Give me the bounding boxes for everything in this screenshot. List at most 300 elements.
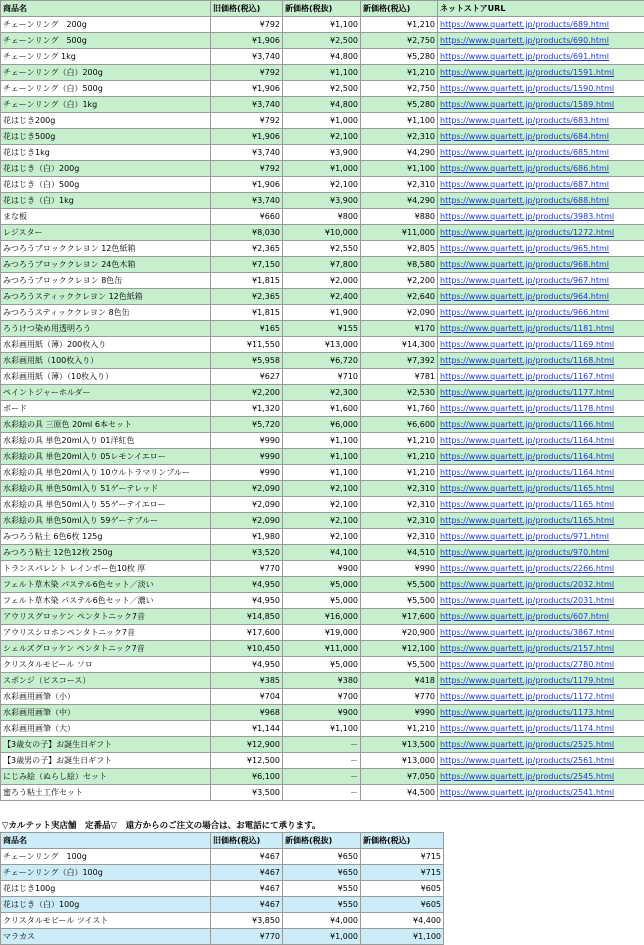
product-url-link[interactable]: https://www.quartett.jp/products/2032.html <box>440 580 614 589</box>
new-price-excl-tax: ¥6,000 <box>283 417 361 433</box>
product-name: フェルト草木染 パステル6色セット／淡い <box>1 577 211 593</box>
new-price-excl-tax: ¥900 <box>283 561 361 577</box>
product-url-link[interactable]: https://www.quartett.jp/products/1165.html <box>440 484 614 493</box>
product-name: 水彩画用紙（薄）（10枚入り） <box>1 369 211 385</box>
new-price-excl-tax: ¥4,000 <box>283 913 361 929</box>
old-price: ¥792 <box>211 161 283 177</box>
table-row <box>1 225 644 241</box>
new-price-incl-tax: ¥605 <box>361 881 444 897</box>
product-url-link[interactable]: https://www.quartett.jp/products/3867.html <box>440 628 614 637</box>
url-cell <box>438 769 644 785</box>
old-price: ¥770 <box>211 561 283 577</box>
old-price: ¥990 <box>211 465 283 481</box>
new-price-incl-tax: ¥1,760 <box>361 401 438 417</box>
product-name: アウリスシロホンペンタトニック7音 <box>1 625 211 641</box>
new-price-excl-tax: － <box>283 769 361 785</box>
product-url-link[interactable]: https://www.quartett.jp/products/1177.html <box>440 388 614 397</box>
new-price-incl-tax: ¥2,310 <box>361 177 438 193</box>
table-row <box>1 913 444 929</box>
new-price-incl-tax: ¥5,500 <box>361 657 438 673</box>
old-price: ¥3,850 <box>211 913 283 929</box>
table-row <box>1 81 644 97</box>
new-price-excl-tax: ¥650 <box>283 865 361 881</box>
table-row <box>1 497 644 513</box>
new-price-excl-tax: ¥10,000 <box>283 225 361 241</box>
product-name: みつろうブロッククレヨン 24色木箱 <box>1 257 211 273</box>
table-row <box>1 17 644 33</box>
old-price: ¥5,720 <box>211 417 283 433</box>
new-price-incl-tax: ¥4,510 <box>361 545 438 561</box>
new-price-incl-tax: ¥770 <box>361 689 438 705</box>
old-price: ¥2,365 <box>211 241 283 257</box>
url-cell <box>438 273 644 289</box>
product-name: まな板 <box>1 209 211 225</box>
url-cell <box>438 609 644 625</box>
old-price: ¥4,950 <box>211 593 283 609</box>
product-name: 【3歳男の子】お誕生日ギフト <box>1 753 211 769</box>
new-price-incl-tax: ¥2,090 <box>361 305 438 321</box>
new-price-incl-tax: ¥5,280 <box>361 97 438 113</box>
new-price-incl-tax: ¥17,600 <box>361 609 438 625</box>
url-cell <box>438 225 644 241</box>
new-price-incl-tax: ¥2,750 <box>361 81 438 97</box>
table-row <box>1 129 644 145</box>
product-name: シェルズグロッケン ペンタトニック7音 <box>1 641 211 657</box>
product-name: トランスパレント レインボー色10枚 厚 <box>1 561 211 577</box>
product-url-link[interactable]: https://www.quartett.jp/products/1164.html <box>440 468 614 477</box>
product-url-link[interactable]: https://www.quartett.jp/products/1167.html <box>440 372 614 381</box>
old-price: ¥467 <box>211 881 283 897</box>
product-name: 水彩画用画筆（小） <box>1 689 211 705</box>
store-note: ▽カルテット実店舗 定番品▽ 遠方からのご注文の場合は、お電話にて承ります。 <box>2 819 320 831</box>
new-price-excl-tax: ¥1,000 <box>283 113 361 129</box>
product-url-link[interactable]: https://www.quartett.jp/products/1165.html <box>440 516 614 525</box>
old-price: ¥5,958 <box>211 353 283 369</box>
product-url-link[interactable]: https://www.quartett.jp/products/684.html <box>440 132 609 141</box>
column-header: 商品名 <box>1 1 211 17</box>
new-price-incl-tax: ¥990 <box>361 561 438 577</box>
url-cell <box>438 289 644 305</box>
url-cell <box>438 785 644 801</box>
product-url-link[interactable]: https://www.quartett.jp/products/2525.html <box>440 740 614 749</box>
old-price: ¥4,950 <box>211 657 283 673</box>
old-price: ¥1,320 <box>211 401 283 417</box>
product-name: レジスター <box>1 225 211 241</box>
table-row <box>1 529 644 545</box>
table-row <box>1 401 644 417</box>
product-url-link[interactable]: https://www.quartett.jp/products/1179.html <box>440 676 614 685</box>
old-price: ¥2,200 <box>211 385 283 401</box>
table-row <box>1 721 644 737</box>
product-name: みつろう粘土 12色12枚 250g <box>1 545 211 561</box>
old-price: ¥6,100 <box>211 769 283 785</box>
product-url-link[interactable]: https://www.quartett.jp/products/2545.html <box>440 772 614 781</box>
product-url-link[interactable]: https://www.quartett.jp/products/688.html <box>440 196 609 205</box>
product-url-link[interactable]: https://www.quartett.jp/products/686.html <box>440 164 609 173</box>
old-price: ¥3,740 <box>211 49 283 65</box>
new-price-excl-tax: ¥2,300 <box>283 385 361 401</box>
product-url-link[interactable]: https://www.quartett.jp/products/971.html <box>440 532 609 541</box>
url-cell <box>438 465 644 481</box>
column-header: 旧価格(税込) <box>211 1 283 17</box>
column-header: 新価格(税抜) <box>283 833 361 849</box>
product-url-link[interactable]: https://www.quartett.jp/products/1164.html <box>440 452 614 461</box>
old-price: ¥3,740 <box>211 145 283 161</box>
url-cell <box>438 417 644 433</box>
table-row <box>1 417 644 433</box>
new-price-incl-tax: ¥20,900 <box>361 625 438 641</box>
old-price: ¥8,030 <box>211 225 283 241</box>
product-name: みつろうスティッククレヨン 8色缶 <box>1 305 211 321</box>
column-header: 旧価格(税込) <box>211 833 283 849</box>
product-name: 水彩絵の具 単色50ml入り 59ゲーテブルー <box>1 513 211 529</box>
product-name: クリスタルモビール ソロ <box>1 657 211 673</box>
product-name: チェーンリング 500g <box>1 33 211 49</box>
new-price-incl-tax: ¥2,310 <box>361 129 438 145</box>
url-cell <box>438 97 644 113</box>
table-row <box>1 465 644 481</box>
old-price: ¥627 <box>211 369 283 385</box>
new-price-incl-tax: ¥5,280 <box>361 49 438 65</box>
product-url-link[interactable]: https://www.quartett.jp/products/2541.html <box>440 788 614 797</box>
product-url-link[interactable]: https://www.quartett.jp/products/1591.html <box>440 68 614 77</box>
table-row <box>1 257 644 273</box>
product-url-link[interactable]: https://www.quartett.jp/products/2031.html <box>440 596 614 605</box>
table-row <box>1 193 644 209</box>
new-price-excl-tax: ¥3,900 <box>283 145 361 161</box>
new-price-incl-tax: ¥13,000 <box>361 753 438 769</box>
url-cell <box>438 529 644 545</box>
old-price: ¥17,600 <box>211 625 283 641</box>
old-price: ¥792 <box>211 65 283 81</box>
product-name: チェーンリング 1kg <box>1 49 211 65</box>
product-name: スポンジ（ピスコース） <box>1 673 211 689</box>
new-price-incl-tax: ¥2,310 <box>361 497 438 513</box>
old-price: ¥385 <box>211 673 283 689</box>
new-price-incl-tax: ¥1,210 <box>361 65 438 81</box>
product-name: 花はじき（白）500g <box>1 177 211 193</box>
product-name: 水彩絵の具 三原色 20ml 6本セット <box>1 417 211 433</box>
new-price-excl-tax: ¥710 <box>283 369 361 385</box>
table-row <box>1 545 644 561</box>
product-url-link[interactable]: https://www.quartett.jp/products/689.html <box>440 20 609 29</box>
new-price-excl-tax: ¥155 <box>283 321 361 337</box>
new-price-incl-tax: ¥14,300 <box>361 337 438 353</box>
table-row <box>1 177 644 193</box>
new-price-incl-tax: ¥880 <box>361 209 438 225</box>
new-price-excl-tax: － <box>283 737 361 753</box>
product-name: 水彩絵の具 単色20ml入り 10ウルトラマリンブルー <box>1 465 211 481</box>
old-price: ¥660 <box>211 209 283 225</box>
url-cell <box>438 321 644 337</box>
old-price: ¥3,520 <box>211 545 283 561</box>
table-row <box>1 145 644 161</box>
new-price-excl-tax: ¥3,900 <box>283 193 361 209</box>
product-url-link[interactable]: https://www.quartett.jp/products/1181.html <box>440 324 614 333</box>
product-name: 花はじき（白）1kg <box>1 193 211 209</box>
table-row <box>1 865 444 881</box>
new-price-excl-tax: ¥700 <box>283 689 361 705</box>
old-price: ¥12,900 <box>211 737 283 753</box>
product-url-link[interactable]: https://www.quartett.jp/products/1165.html <box>440 500 614 509</box>
url-cell <box>438 337 644 353</box>
new-price-excl-tax: ¥1,600 <box>283 401 361 417</box>
new-price-excl-tax: ¥1,900 <box>283 305 361 321</box>
new-price-incl-tax: ¥2,750 <box>361 33 438 49</box>
product-name: 水彩絵の具 単色20ml入り 05レモンイエロー <box>1 449 211 465</box>
table-row <box>1 33 644 49</box>
old-price: ¥165 <box>211 321 283 337</box>
product-url-link[interactable]: https://www.quartett.jp/products/3983.html <box>440 212 614 221</box>
product-name: みつろうブロッククレヨン 8色缶 <box>1 273 211 289</box>
product-url-link[interactable]: https://www.quartett.jp/products/690.html <box>440 36 609 45</box>
url-cell <box>438 689 644 705</box>
new-price-excl-tax: ¥1,000 <box>283 161 361 177</box>
new-price-excl-tax: ¥5,000 <box>283 657 361 673</box>
new-price-incl-tax: ¥11,000 <box>361 225 438 241</box>
product-url-link[interactable]: https://www.quartett.jp/products/968.html <box>440 260 609 269</box>
old-price: ¥2,090 <box>211 481 283 497</box>
product-url-link[interactable]: https://www.quartett.jp/products/1164.html <box>440 436 614 445</box>
product-name: チェーンリング（白）200g <box>1 65 211 81</box>
url-cell <box>438 305 644 321</box>
new-price-incl-tax: ¥170 <box>361 321 438 337</box>
product-name: アウリスグロッケン ペンタトニック7音 <box>1 609 211 625</box>
product-url-link[interactable]: https://www.quartett.jp/products/691.html <box>440 52 609 61</box>
table-row <box>1 769 644 785</box>
table-row <box>1 289 644 305</box>
new-price-incl-tax: ¥1,210 <box>361 17 438 33</box>
table-row <box>1 753 644 769</box>
old-price: ¥968 <box>211 705 283 721</box>
product-name: 水彩画用紙（100枚入り） <box>1 353 211 369</box>
url-cell <box>438 561 644 577</box>
new-price-excl-tax: ¥650 <box>283 849 361 865</box>
new-price-excl-tax: ¥13,000 <box>283 337 361 353</box>
url-cell <box>438 577 644 593</box>
product-url-link[interactable]: https://www.quartett.jp/products/1169.html <box>440 340 614 349</box>
product-url-link[interactable]: https://www.quartett.jp/products/2780.html <box>440 660 614 669</box>
url-cell <box>438 145 644 161</box>
table-row <box>1 65 644 81</box>
old-price: ¥14,850 <box>211 609 283 625</box>
product-name: みつろうブロッククレヨン 12色紙箱 <box>1 241 211 257</box>
product-url-link[interactable]: https://www.quartett.jp/products/1168.html <box>440 356 614 365</box>
url-cell <box>438 385 644 401</box>
product-url-link[interactable]: https://www.quartett.jp/products/1166.html <box>440 420 614 429</box>
url-cell <box>438 705 644 721</box>
product-name: 蜜ろう粘土工作セット <box>1 785 211 801</box>
product-url-link[interactable]: https://www.quartett.jp/products/683.html <box>440 116 609 125</box>
product-url-link[interactable]: https://www.quartett.jp/products/687.html <box>440 180 609 189</box>
url-cell <box>438 193 644 209</box>
table-row <box>1 593 644 609</box>
old-price: ¥770 <box>211 929 283 945</box>
new-price-incl-tax: ¥5,500 <box>361 593 438 609</box>
url-cell <box>438 721 644 737</box>
new-price-incl-tax: ¥715 <box>361 865 444 881</box>
product-url-link[interactable]: https://www.quartett.jp/products/2561.html <box>440 756 614 765</box>
new-price-incl-tax: ¥1,210 <box>361 465 438 481</box>
new-price-excl-tax: ¥19,000 <box>283 625 361 641</box>
table-row <box>1 241 644 257</box>
new-price-excl-tax: ¥1,100 <box>283 721 361 737</box>
new-price-incl-tax: ¥2,310 <box>361 529 438 545</box>
product-url-link[interactable]: https://www.quartett.jp/products/607.html <box>440 612 609 621</box>
old-price: ¥1,815 <box>211 305 283 321</box>
new-price-excl-tax: ¥7,800 <box>283 257 361 273</box>
new-price-incl-tax: ¥5,500 <box>361 577 438 593</box>
product-url-link[interactable]: https://www.quartett.jp/products/1589.html <box>440 100 614 109</box>
new-price-incl-tax: ¥1,100 <box>361 113 438 129</box>
old-price: ¥1,144 <box>211 721 283 737</box>
product-url-link[interactable]: https://www.quartett.jp/products/2157.html <box>440 644 614 653</box>
table-row <box>1 97 644 113</box>
url-cell <box>438 481 644 497</box>
new-price-incl-tax: ¥7,392 <box>361 353 438 369</box>
new-price-excl-tax: ¥2,100 <box>283 129 361 145</box>
new-price-incl-tax: ¥2,310 <box>361 513 438 529</box>
store-price-table <box>0 832 444 945</box>
new-price-excl-tax: ¥2,500 <box>283 81 361 97</box>
table-row <box>1 305 644 321</box>
product-name: 花はじき1kg <box>1 145 211 161</box>
new-price-incl-tax: ¥2,640 <box>361 289 438 305</box>
product-url-link[interactable]: https://www.quartett.jp/products/1178.html <box>440 404 614 413</box>
old-price: ¥12,500 <box>211 753 283 769</box>
table-row <box>1 353 644 369</box>
product-url-link[interactable]: https://www.quartett.jp/products/1272.html <box>440 228 614 237</box>
table-row <box>1 897 444 913</box>
new-price-incl-tax: ¥1,210 <box>361 449 438 465</box>
url-cell <box>438 545 644 561</box>
table-row <box>1 849 444 865</box>
new-price-excl-tax: ¥800 <box>283 209 361 225</box>
product-name: 花はじき（白）200g <box>1 161 211 177</box>
table-row <box>1 689 644 705</box>
old-price: ¥1,906 <box>211 81 283 97</box>
new-price-incl-tax: ¥1,100 <box>361 929 444 945</box>
new-price-excl-tax: ¥1,000 <box>283 929 361 945</box>
table-row <box>1 481 644 497</box>
new-price-incl-tax: ¥4,290 <box>361 193 438 209</box>
product-name: 水彩絵の具 単色20ml入り 01洋紅色 <box>1 433 211 449</box>
url-cell <box>438 625 644 641</box>
product-url-link[interactable]: https://www.quartett.jp/products/1172.html <box>440 692 614 701</box>
old-price: ¥2,090 <box>211 497 283 513</box>
table-row <box>1 641 644 657</box>
new-price-incl-tax: ¥8,580 <box>361 257 438 273</box>
url-cell <box>438 353 644 369</box>
url-cell <box>438 673 644 689</box>
new-price-excl-tax: ¥380 <box>283 673 361 689</box>
new-price-excl-tax: ¥11,000 <box>283 641 361 657</box>
new-price-incl-tax: ¥1,210 <box>361 433 438 449</box>
old-price: ¥990 <box>211 433 283 449</box>
url-cell <box>438 433 644 449</box>
product-name: 花はじき100g <box>1 881 211 897</box>
product-url-link[interactable]: https://www.quartett.jp/products/1173.html <box>440 708 614 717</box>
new-price-excl-tax: ¥1,100 <box>283 433 361 449</box>
old-price: ¥10,450 <box>211 641 283 657</box>
product-name: チェーンリング（白）1kg <box>1 97 211 113</box>
product-url-link[interactable]: https://www.quartett.jp/products/966.html <box>440 308 609 317</box>
product-url-link[interactable]: https://www.quartett.jp/products/2266.html <box>440 564 614 573</box>
url-cell <box>438 513 644 529</box>
new-price-incl-tax: ¥1,210 <box>361 721 438 737</box>
new-price-excl-tax: － <box>283 753 361 769</box>
url-cell <box>438 257 644 273</box>
old-price: ¥990 <box>211 449 283 465</box>
product-url-link[interactable]: https://www.quartett.jp/products/964.html <box>440 292 609 301</box>
table-row <box>1 113 644 129</box>
product-name: 水彩画用画筆（大） <box>1 721 211 737</box>
table-row <box>1 385 644 401</box>
table-row <box>1 273 644 289</box>
table-row <box>1 337 644 353</box>
url-cell <box>438 129 644 145</box>
table-row <box>1 673 644 689</box>
new-price-excl-tax: ¥2,550 <box>283 241 361 257</box>
new-price-excl-tax: ¥5,000 <box>283 593 361 609</box>
old-price: ¥1,906 <box>211 33 283 49</box>
product-name: クリスタルモビール ツイスト <box>1 913 211 929</box>
product-name: 水彩絵の具 単色50ml入り 55ゲーテイエロー <box>1 497 211 513</box>
new-price-excl-tax: ¥2,100 <box>283 497 361 513</box>
new-price-excl-tax: ¥2,100 <box>283 177 361 193</box>
old-price: ¥1,815 <box>211 273 283 289</box>
url-cell <box>438 33 644 49</box>
table-row <box>1 657 644 673</box>
table-row <box>1 737 644 753</box>
product-url-link[interactable]: https://www.quartett.jp/products/965.html <box>440 244 609 253</box>
product-name: チェーンリング 100g <box>1 849 211 865</box>
table-row <box>1 561 644 577</box>
new-price-incl-tax: ¥715 <box>361 849 444 865</box>
product-name: ボード <box>1 401 211 417</box>
url-cell <box>438 241 644 257</box>
old-price: ¥7,150 <box>211 257 283 273</box>
product-url-link[interactable]: https://www.quartett.jp/products/967.html <box>440 276 609 285</box>
table-row <box>1 433 644 449</box>
old-price: ¥467 <box>211 849 283 865</box>
url-cell <box>438 369 644 385</box>
product-url-link[interactable]: https://www.quartett.jp/products/970.html <box>440 548 609 557</box>
product-name: ろうけつ染め用透明ろう <box>1 321 211 337</box>
new-price-incl-tax: ¥2,805 <box>361 241 438 257</box>
new-price-excl-tax: ¥6,720 <box>283 353 361 369</box>
new-price-excl-tax: ¥900 <box>283 705 361 721</box>
product-url-link[interactable]: https://www.quartett.jp/products/1174.html <box>440 724 614 733</box>
new-price-excl-tax: ¥550 <box>283 881 361 897</box>
column-header: 新価格(税込) <box>361 833 444 849</box>
table-row <box>1 49 644 65</box>
old-price: ¥3,500 <box>211 785 283 801</box>
product-url-link[interactable]: https://www.quartett.jp/products/685.html <box>440 148 609 157</box>
old-price: ¥2,090 <box>211 513 283 529</box>
old-price: ¥792 <box>211 113 283 129</box>
new-price-excl-tax: ¥2,100 <box>283 513 361 529</box>
table-row <box>1 609 644 625</box>
product-url-link[interactable]: https://www.quartett.jp/products/1590.html <box>440 84 614 93</box>
product-name: ペイントジャーホルダー <box>1 385 211 401</box>
product-name: チェーンリング（白）100g <box>1 865 211 881</box>
old-price: ¥1,906 <box>211 129 283 145</box>
url-cell <box>438 449 644 465</box>
new-price-excl-tax: ¥4,100 <box>283 545 361 561</box>
product-name: みつろうスティッククレヨン 12色紙箱 <box>1 289 211 305</box>
product-name: 花はじき（白）100g <box>1 897 211 913</box>
